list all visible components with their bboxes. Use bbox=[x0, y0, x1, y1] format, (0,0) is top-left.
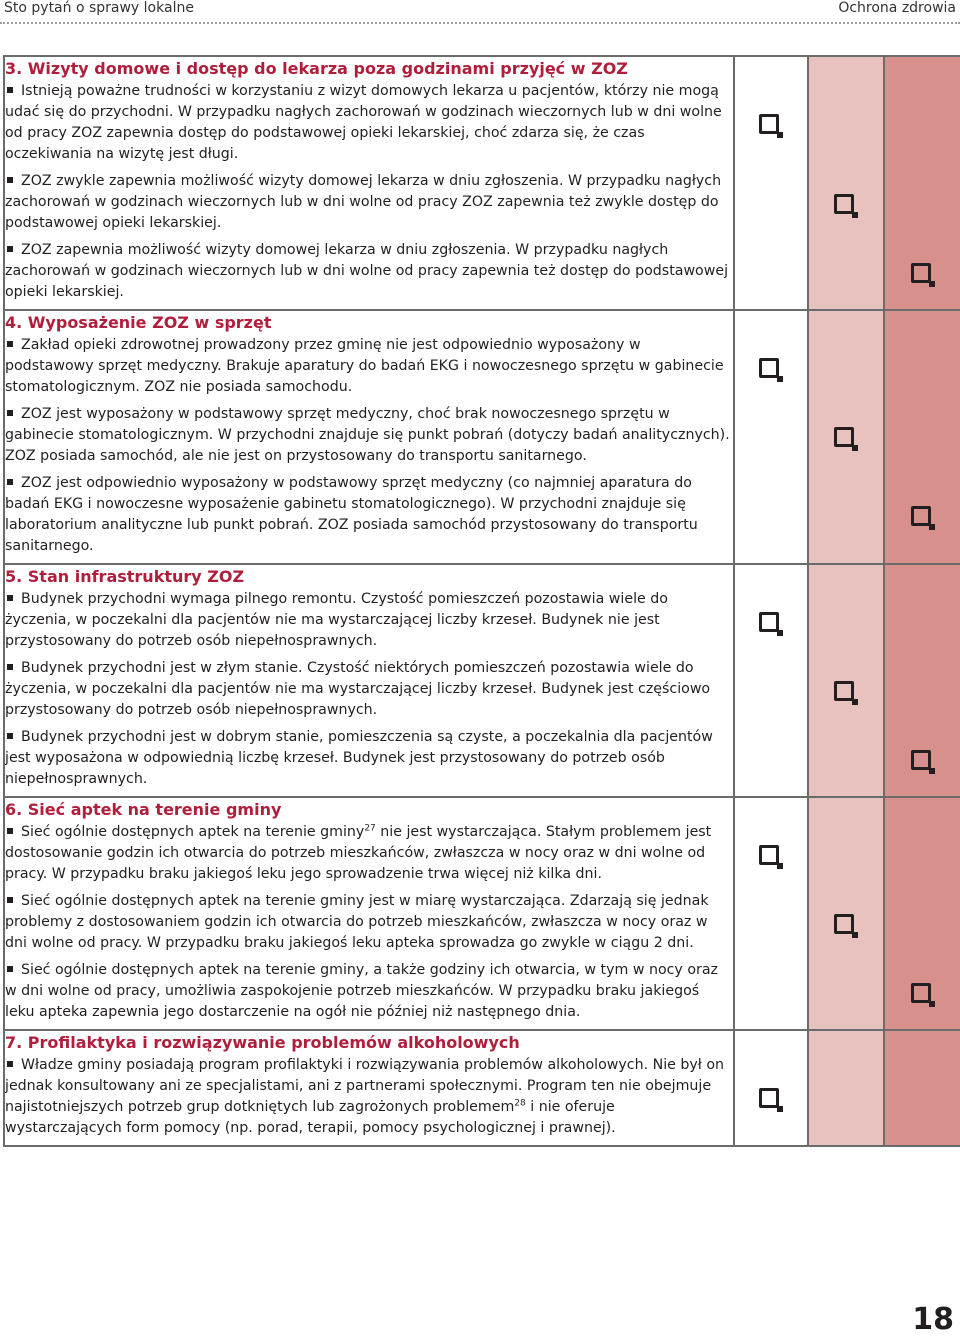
option-item bbox=[5, 960, 733, 1023]
section-title: 3. Wizyty domowe i dostęp do lekarza poza godzinami przyjęć w ZOZ bbox=[5, 59, 628, 78]
option-text: Władze gminy posiadają program profilaktyki i rozwiązywania problemów alkoholowych. Nie był on jednak konsultowany ani ze specjalistami, ani z partnerami społecznymi. Program ten nie obejmuje najistotniejszych potrzeb grup dotkniętych lub zagrożonych problemem bbox=[5, 1057, 725, 1115]
bullet-icon bbox=[7, 897, 13, 903]
option-item bbox=[5, 335, 733, 398]
score-column-3 bbox=[884, 564, 960, 797]
option-item bbox=[5, 473, 733, 557]
checkbox[interactable] bbox=[834, 194, 854, 214]
bullet-icon bbox=[7, 664, 13, 670]
section-row bbox=[4, 564, 960, 797]
score-column-1 bbox=[734, 797, 808, 1030]
section-title: 5. Stan infrastruktury ZOZ bbox=[5, 567, 245, 586]
option-item bbox=[5, 658, 733, 721]
option-text: ZOZ jest odpowiednio wyposażony w podstawowy sprzęt medyczny (co najmniej aparatura do badań EKG i nowoczesne wyposażenie gabinetu stomatologicznego). W przychodni znajduje się laboratorium analityczne lub punkt pobrań. ZOZ posiada samochód przystosowany do transportu sanitarnego. bbox=[5, 475, 698, 554]
option-item bbox=[5, 589, 733, 652]
option-text: Budynek przychodni jest w złym stanie. Czystość niektórych pomieszczeń pozostawia wiele do życzenia, w poczekalni dla pacjentów nie ma wystarczającej liczby krzeseł. Budynek jest częściowo przystosowany do potrzeb osób niepełnosprawnych. bbox=[5, 660, 711, 718]
checkbox[interactable] bbox=[759, 358, 779, 378]
header-divider bbox=[0, 22, 960, 24]
page-number: 18 bbox=[912, 1302, 954, 1337]
footnote-ref: 28 bbox=[514, 1098, 526, 1109]
checkbox[interactable] bbox=[834, 914, 854, 934]
option-item bbox=[5, 1055, 733, 1139]
score-column-2 bbox=[808, 797, 884, 1030]
bullet-icon bbox=[7, 479, 13, 485]
bullet-icon bbox=[7, 1061, 13, 1067]
checkbox[interactable] bbox=[834, 681, 854, 701]
option-text: Sieć ogólnie dostępnych aptek na terenie gminy bbox=[21, 824, 365, 840]
checkbox[interactable] bbox=[759, 1088, 779, 1108]
section-text-cell bbox=[4, 56, 734, 310]
section-row bbox=[4, 797, 960, 1030]
option-text: ZOZ zapewnia możliwość wizyty domowej lekarza w dniu zgłoszenia. W przypadku nagłych zachorowań w godzinach wieczornych lub w dni wolne od pracy zapewnia też dostęp do podstawowej opieki lekarskiej. bbox=[5, 242, 729, 300]
score-column-1 bbox=[734, 310, 808, 564]
option-item bbox=[5, 171, 733, 234]
option-item bbox=[5, 240, 733, 303]
option-text: ZOZ zwykle zapewnia możliwość wizyty domowej lekarza w dniu zgłoszenia. W przypadku nagłych zachorowań w godzinach wieczornych lub w dni wolne od pracy ZOZ zapewnia też zwykle dostęp do podstawowej opieki lekarskiej. bbox=[5, 173, 722, 231]
score-column-2 bbox=[808, 56, 884, 310]
option-text: Istnieją poważne trudności w korzystaniu z wizyt domowych lekarza u pacjentów, którzy nie mogą udać się do przychodni. W przypadku nagłych zachorowań w godzinach wieczornych lub w dni wolne od pracy ZOZ zapewnia dostęp do podstawowej opieki lekarskiej, choć zdarza się, że czas oczekiwania na wizytę jest długi. bbox=[5, 83, 722, 162]
score-column-2 bbox=[808, 1030, 884, 1146]
checkbox[interactable] bbox=[834, 427, 854, 447]
score-column-2 bbox=[808, 564, 884, 797]
section-row bbox=[4, 1030, 960, 1146]
score-column-3 bbox=[884, 797, 960, 1030]
option-text-cont: nie jest wystarczająca. Stałym problemem jest dostosowanie godzin ich otwarcia do potrzeb mieszkańców, zwłaszcza w nocy oraz w dni wolne od pracy. W przypadku braku jakiegoś leku jego sprowadzenie trwa więcej niż kilka dni. bbox=[5, 824, 712, 882]
checkbox[interactable] bbox=[911, 750, 931, 770]
section-text-cell bbox=[4, 564, 734, 797]
option-text: Sieć ogólnie dostępnych aptek na terenie gminy, a także godziny ich otwarcia, w tym w nocy oraz w dni wolne od pracy, umożliwia zaspokojenie potrzeb mieszkańców. W przypadku braku jakiegoś leku apteka zapewnia jego dostarczenie na ogół nie później niż następnego dnia. bbox=[5, 962, 718, 1020]
bullet-icon bbox=[7, 966, 13, 972]
section-text-cell bbox=[4, 1030, 734, 1146]
score-column-1 bbox=[734, 1030, 808, 1146]
score-column-1 bbox=[734, 564, 808, 797]
checkbox[interactable] bbox=[759, 114, 779, 134]
assessment-table bbox=[3, 55, 960, 1147]
option-item bbox=[5, 81, 733, 165]
checkbox[interactable] bbox=[911, 506, 931, 526]
option-text: ZOZ jest wyposażony w podstawowy sprzęt medyczny, choć brak nowoczesnego sprzętu w gabinecie stomatologicznym. W przychodni znajduje się punkt pobrań (dotyczy badań analitycznych). ZOZ posiada samochód, ale nie jest on przystosowany do transportu sanitarnego. bbox=[5, 406, 730, 464]
checkbox[interactable] bbox=[759, 612, 779, 632]
bullet-icon bbox=[7, 595, 13, 601]
bullet-icon bbox=[7, 341, 13, 347]
bullet-icon bbox=[7, 177, 13, 183]
footnote-ref: 27 bbox=[364, 823, 376, 834]
header-left: Sto pytań o sprawy lokalne bbox=[4, 0, 194, 16]
option-text: Budynek przychodni wymaga pilnego remontu. Czystość pomieszczeń pozostawia wiele do życzenia, w poczekalni dla pacjentów nie ma wystarczającej liczby krzeseł. Budynek nie jest przystosowany do potrzeb osób niepełnosprawnych. bbox=[5, 591, 668, 649]
bullet-icon bbox=[7, 246, 13, 252]
score-column-3 bbox=[884, 56, 960, 310]
bullet-icon bbox=[7, 733, 13, 739]
score-column-2 bbox=[808, 310, 884, 564]
section-title: 7. Profilaktyka i rozwiązywanie problemów alkoholowych bbox=[5, 1033, 520, 1052]
checkbox[interactable] bbox=[759, 845, 779, 865]
option-item bbox=[5, 822, 733, 885]
option-text: Zakład opieki zdrowotnej prowadzony przez gminę nie jest odpowiednio wyposażony w podstawowy sprzęt medyczny. Brakuje aparatury do badań EKG i nowoczesnego sprzętu w gabinecie stomatologicznym. ZOZ nie posiada samochodu. bbox=[5, 337, 724, 395]
header-right: Ochrona zdrowia bbox=[838, 0, 956, 16]
option-text: Budynek przychodni jest w dobrym stanie, pomieszczenia są czyste, a poczekalnia dla pacjentów jest wyposażona w odpowiednią liczbę krzeseł. Budynek jest przystosowany do potrzeb osób niepełnosprawnych. bbox=[5, 729, 713, 787]
option-item bbox=[5, 404, 733, 467]
bullet-icon bbox=[7, 828, 13, 834]
option-text: Sieć ogólnie dostępnych aptek na terenie gminy jest w miarę wystarczająca. Zdarzają się jednak problemy z dostosowaniem godzin ich otwarcia do potrzeb mieszkańców, zwłaszcza w nocy oraz w dni wolne od pracy. W przypadku braku jakiegoś leku apteka sprowadza go zwykle w ciągu 2 dni. bbox=[5, 893, 709, 951]
section-title: 4. Wyposażenie ZOZ w sprzęt bbox=[5, 313, 272, 332]
score-column-3 bbox=[884, 310, 960, 564]
checkbox[interactable] bbox=[911, 983, 931, 1003]
checkbox[interactable] bbox=[911, 263, 931, 283]
score-column-1 bbox=[734, 56, 808, 310]
bullet-icon bbox=[7, 410, 13, 416]
bullet-icon bbox=[7, 87, 13, 93]
section-row bbox=[4, 310, 960, 564]
option-item bbox=[5, 727, 733, 790]
section-text-cell bbox=[4, 310, 734, 564]
score-column-3 bbox=[884, 1030, 960, 1146]
option-text-cont: i nie oferuje wystarczających form pomocy (np. porad, terapii, pomocy psychologicznej i prawnej). bbox=[5, 1099, 616, 1136]
page-header bbox=[0, 0, 960, 24]
option-item bbox=[5, 891, 733, 954]
section-text-cell bbox=[4, 797, 734, 1030]
section-row bbox=[4, 56, 960, 310]
section-title: 6. Sieć aptek na terenie gminy bbox=[5, 800, 282, 819]
